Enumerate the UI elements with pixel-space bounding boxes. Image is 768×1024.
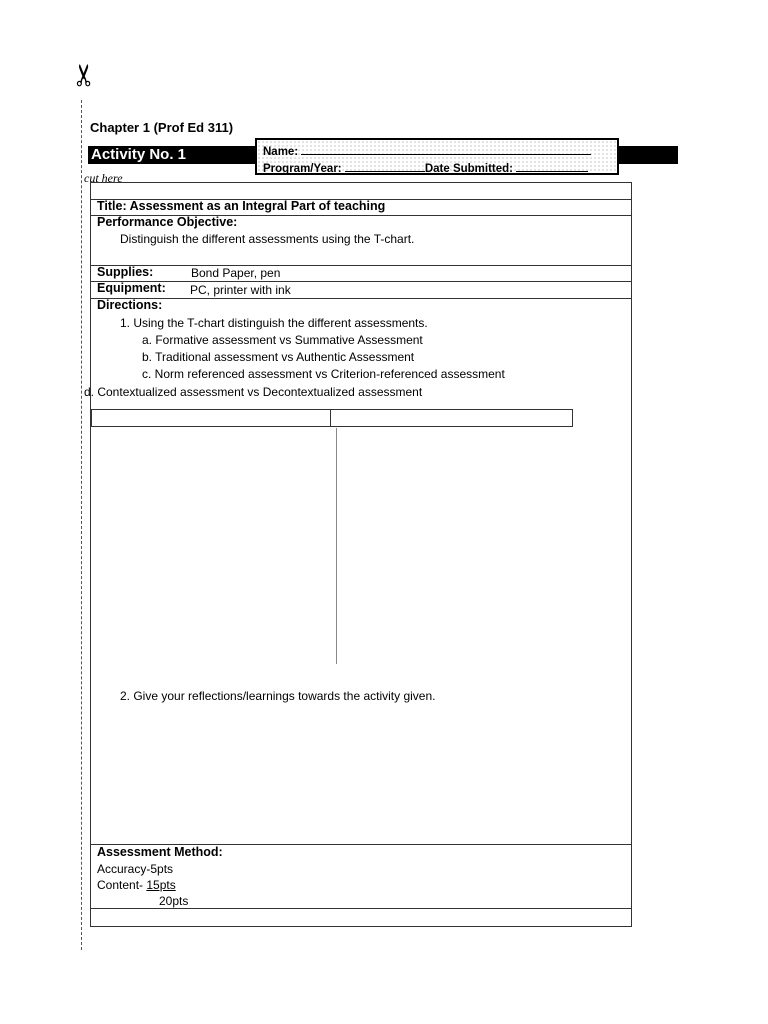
divider: [90, 298, 631, 299]
date-label: Date Submitted:: [424, 163, 513, 175]
direction-1d: d. Contextualized assessment vs Decontextualized assessment: [84, 385, 423, 399]
date-field[interactable]: [516, 160, 588, 172]
direction-1c: c. Norm referenced assessment vs Criterion-referenced assessment: [142, 367, 505, 381]
equipment-value: PC, printer with ink: [190, 283, 291, 297]
direction-1: 1. Using the T-chart distinguish the different assessments.: [120, 316, 428, 330]
cut-line: [81, 100, 82, 950]
content-points: [97, 878, 176, 892]
objective-text: Distinguish the different assessments using the T-chart.: [120, 232, 415, 246]
scissors-icon: ✂: [68, 62, 102, 88]
supplies-value: Bond Paper, pen: [191, 266, 281, 280]
name-field[interactable]: [301, 143, 591, 155]
program-field[interactable]: [345, 160, 425, 172]
total-points: 20pts: [159, 894, 189, 908]
student-info-box: [255, 138, 619, 175]
name-label: Name:: [263, 146, 299, 158]
t-chart-header-divider: [330, 409, 331, 426]
content-value: 15pts: [146, 878, 176, 892]
form-title: Title: Assessment as an Integral Part of teaching: [97, 199, 386, 213]
t-chart-header: [91, 409, 573, 427]
assessment-method-label: Assessment Method:: [97, 845, 223, 859]
program-label: Program/Year:: [263, 163, 342, 175]
divider: [90, 908, 631, 909]
direction-1b: b. Traditional assessment vs Authentic Assessment: [142, 350, 415, 364]
t-chart-vertical-line: [336, 428, 337, 664]
activity-title: Activity No. 1: [91, 146, 187, 163]
supplies-label: Supplies:: [97, 265, 154, 279]
equipment-label: Equipment:: [97, 281, 166, 295]
objective-label: Performance Objective:: [97, 215, 238, 229]
direction-2: 2. Give your reflections/learnings towards the activity given.: [120, 689, 436, 703]
content-label: Content-: [97, 878, 147, 892]
cut-here-label: cut here: [84, 171, 123, 185]
chapter-heading: Chapter 1 (Prof Ed 311): [90, 120, 234, 135]
divider: [90, 265, 631, 266]
divider: [90, 281, 631, 282]
activity-form: [90, 182, 632, 927]
directions-label: Directions:: [97, 298, 163, 312]
accuracy-points: Accuracy-5pts: [97, 862, 174, 876]
direction-1a: a. Formative assessment vs Summative Assessment: [142, 333, 423, 347]
